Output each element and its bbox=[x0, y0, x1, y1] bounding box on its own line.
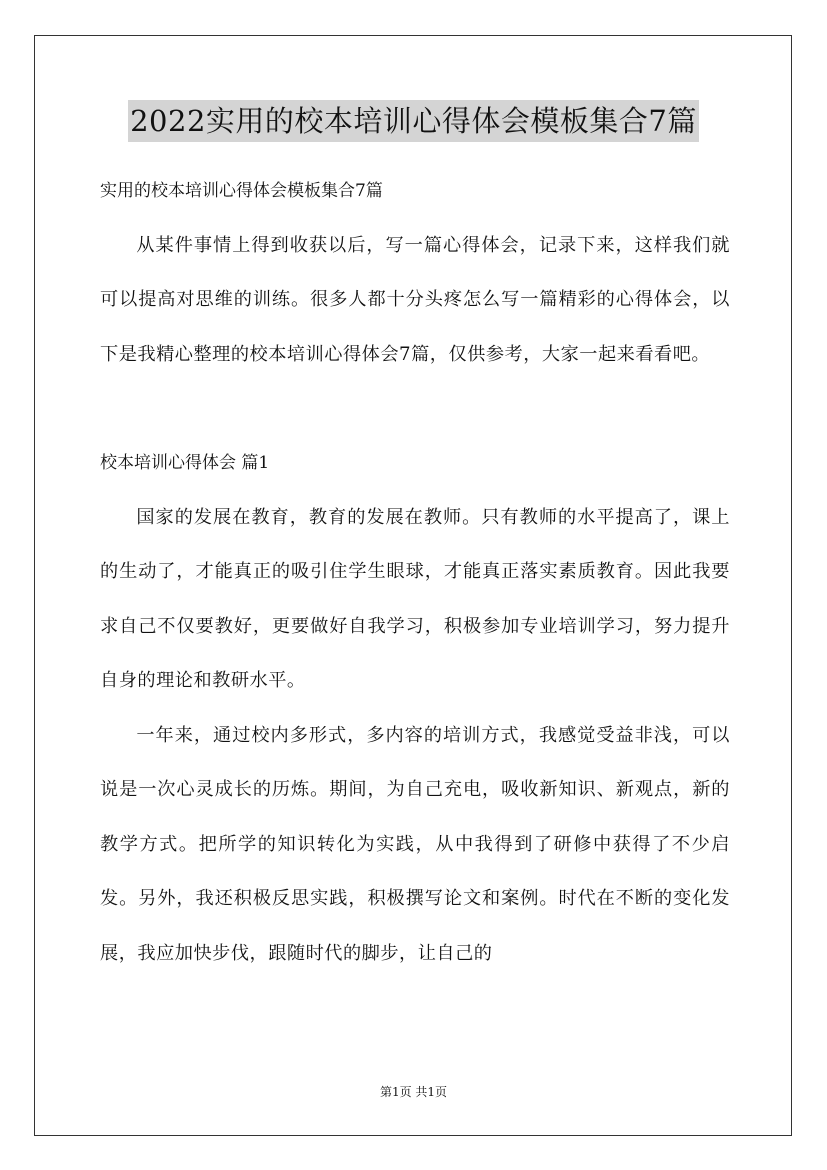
body-paragraph-1: 国家的发展在教育，教育的发展在教师。只有教师的水平提高了，课上的生动了，才能真正的吸引住学生眼球，才能真正落实素质教育。因此我要求自己不仅要教好，更要做好自我学习，积极参加专业培训学习，努力提升自身的理论和教研水平。 bbox=[100, 506, 730, 691]
document-body bbox=[100, 164, 730, 981]
document-subtitle: 实用的校本培训心得体会模板集合7篇 bbox=[100, 181, 383, 201]
page-footer: 第1页 共1页 bbox=[379, 1085, 448, 1099]
document-title bbox=[0, 100, 827, 142]
body-paragraph-2: 一年来，通过校内多形式，多内容的培训方式，我感觉受益非浅，可以说是一次心灵成长的历炼。期间，为自己充电，吸收新知识、新观点，新的教学方式。把所学的知识转化为实践，从中我得到了研修中获得了不少启发。另外，我还积极反思实践，积极撰写论文和案例。时代在不断的变化发展，我应加快步伐，跟随时代的脚步，让自己的 bbox=[100, 724, 730, 964]
section-heading: 校本培训心得体会 篇1 bbox=[100, 453, 270, 473]
intro-paragraph: 从某件事情上得到收获以后，写一篇心得体会，记录下来，这样我们就可以提高对思维的训练。很多人都十分头疼怎么写一篇精彩的心得体会，以下是我精心整理的校本培训心得体会7篇，仅供参考，大家一起来看看吧。 bbox=[100, 234, 730, 365]
document-title-text: 2022实用的校本培训心得体会模板集合7篇 bbox=[128, 100, 699, 142]
